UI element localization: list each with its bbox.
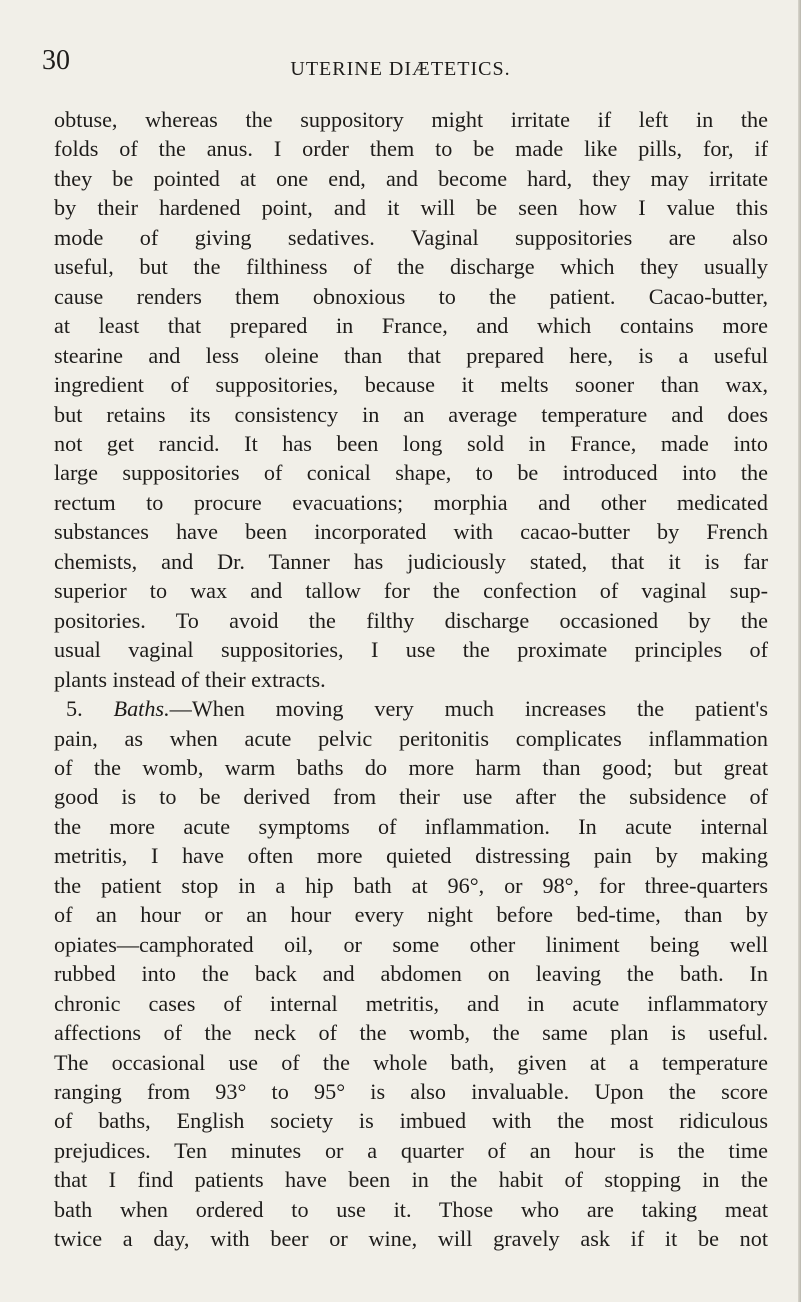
text-line: chronic cases of internal metritis, and in acute inflammatory xyxy=(54,990,768,1016)
text-line: at least that prepared in France, and which contains more xyxy=(54,313,768,339)
text-line: but retains its consistency in an average temperature and does xyxy=(54,401,768,427)
text-line: not get rancid. It has been long sold in France, made into xyxy=(54,430,768,456)
text-line: affections of the neck of the womb, the same plan is useful. xyxy=(54,1020,768,1046)
text-line: The occasional use of the whole bath, given at a temperature xyxy=(54,1049,768,1075)
text-line: positories. To avoid the filthy discharge occasioned by the xyxy=(54,607,768,633)
text-line: pain, as when acute pelvic peritonitis complicates inflammation xyxy=(54,725,768,751)
text-line: of the womb, warm baths do more harm than good; but great xyxy=(54,754,768,780)
text-line: mode of giving sedatives. Vaginal suppositories are also xyxy=(54,224,768,250)
text-line: large suppositories of conical shape, to be introduced into the xyxy=(54,460,768,486)
text-line: prejudices. Ten minutes or a quarter of an hour is the time xyxy=(54,1137,768,1163)
text-line: useful, but the filthiness of the discharge which they usually xyxy=(54,254,768,280)
text-line: opiates—camphorated oil, or some other liniment being well xyxy=(54,931,768,957)
text-line: bath when ordered to use it. Those who are taking meat xyxy=(54,1196,768,1222)
text-line: stearine and less oleine than that prepared here, is a useful xyxy=(54,342,768,368)
text-line: twice a day, with beer or wine, will gravely ask if it be not xyxy=(54,1226,768,1252)
text-line: good is to be derived from their use after the subsidence of xyxy=(54,784,768,810)
text-line: chemists, and Dr. Tanner has judiciously stated, that it is far xyxy=(54,548,768,574)
text-line: superior to wax and tallow for the confection of vaginal sup- xyxy=(54,578,768,604)
text-line: cause renders them obnoxious to the patient. Cacao-butter, xyxy=(54,283,768,309)
body-text xyxy=(54,105,768,1254)
text-line: ingredient of suppositories, because it melts sooner than wax, xyxy=(54,372,768,398)
text-line: ranging from 93° to 95° is also invaluable. Upon the score xyxy=(54,1078,768,1104)
text-line: by their hardened point, and it will be seen how I value this xyxy=(54,195,768,221)
text-line: rubbed into the back and abdomen on leaving the bath. In xyxy=(54,961,768,987)
text-line: folds of the anus. I order them to be made like pills, for, if xyxy=(54,136,768,162)
text-line: that I find patients have been in the habit of stopping in the xyxy=(54,1167,768,1193)
text-line: of baths, English society is imbued with the most ridiculous xyxy=(54,1108,768,1134)
text-line: the patient stop in a hip bath at 96°, or 98°, for three-quarters xyxy=(54,872,768,898)
text-line: rectum to procure evacuations; morphia and other medicated xyxy=(54,489,768,515)
section-number: 5. xyxy=(66,696,83,722)
text-line: of an hour or an hour every night before bed-time, than by xyxy=(54,902,768,928)
text-line: usual vaginal suppositories, I use the proximate principles of xyxy=(54,637,768,663)
text-line: metritis, I have often more quieted distressing pain by making xyxy=(54,843,768,869)
running-head: UTERINE DIÆTETICS. xyxy=(290,58,511,80)
section-heading-line xyxy=(54,694,768,723)
text-line: substances have been incorporated with cacao-butter by French xyxy=(54,519,768,545)
page-number: 30 xyxy=(42,45,70,76)
text-line: they be pointed at one end, and become hard, they may irritate xyxy=(54,165,768,191)
text-line: obtuse, whereas the suppository might irritate if left in the xyxy=(54,107,768,132)
section-title: Baths. xyxy=(113,696,170,722)
text-line: the more acute symptoms of inflammation. In acute internal xyxy=(54,813,768,839)
section-lead: —When moving very much increases the patient's xyxy=(169,696,769,722)
text-line: plants instead of their extracts. xyxy=(54,666,326,692)
